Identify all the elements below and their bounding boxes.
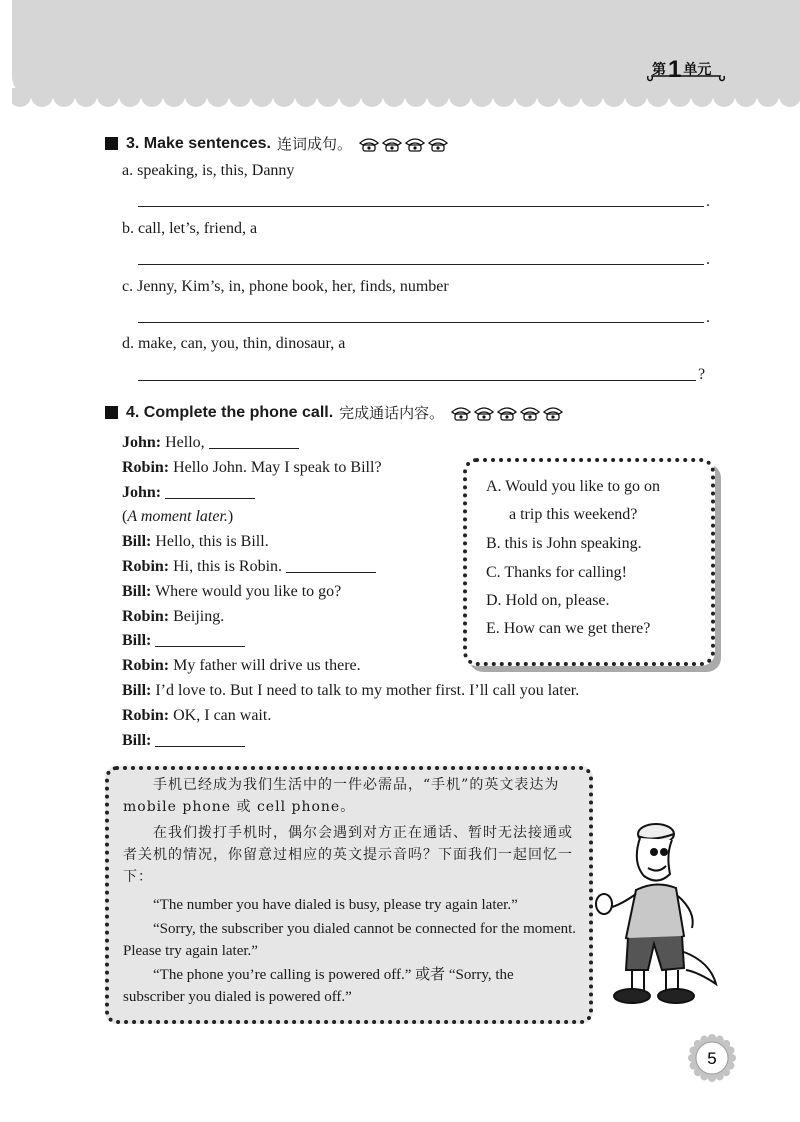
dialogue-text: Beijing. xyxy=(173,607,225,625)
dialogue-line xyxy=(122,707,271,725)
speaker-name: Bill: xyxy=(122,632,152,650)
line-punct: . xyxy=(706,193,710,210)
page-number-badge xyxy=(688,1034,736,1082)
speaker-name: Bill: xyxy=(122,731,152,749)
dialogue-text: OK, I can wait. xyxy=(173,706,272,724)
dialogue-text: Hi, this is Robin. xyxy=(173,558,287,575)
answer-blank[interactable] xyxy=(286,558,376,573)
speaker-name: Robin: xyxy=(122,558,170,575)
section-3-title: 3. Make sentences. xyxy=(126,134,271,152)
answer-blank[interactable] xyxy=(155,632,245,647)
answer-blank[interactable] xyxy=(165,484,255,499)
speaker-name: Robin: xyxy=(122,607,170,625)
dialogue-line xyxy=(122,583,341,601)
answer-line[interactable] xyxy=(138,380,696,381)
phone-icon xyxy=(473,404,495,422)
unit-suffix: 单元 xyxy=(683,61,712,77)
dialogue-line xyxy=(122,732,245,750)
speaker-name: Robin: xyxy=(122,458,170,476)
answer-line[interactable] xyxy=(138,264,704,265)
phone-icon xyxy=(519,404,541,422)
dialogue-line xyxy=(122,484,255,502)
dinosaur-mascot-illustration xyxy=(592,812,722,1008)
phone-icon xyxy=(358,135,380,153)
speaker-name: Bill: xyxy=(122,533,152,551)
option-b: B. this is John speaking. xyxy=(486,535,642,552)
answer-line[interactable] xyxy=(138,206,704,207)
dialogue-line xyxy=(122,434,299,452)
section-marker-icon xyxy=(105,406,118,419)
answer-line[interactable] xyxy=(138,322,704,323)
dialogue-line xyxy=(122,657,361,675)
section-4-title-cn: 完成通话内容。 xyxy=(339,404,445,422)
header-scallop xyxy=(12,88,800,112)
dialogue-line xyxy=(122,558,376,576)
section-4-title: 4. Complete the phone call. xyxy=(126,403,334,421)
tip-box xyxy=(105,766,593,1024)
sentence-item: b. call, let’s, friend, a xyxy=(122,220,258,237)
dialogue-line xyxy=(122,682,579,700)
dialogue-text: Hello, xyxy=(165,434,209,451)
dialogue-line xyxy=(122,533,269,551)
option-a: A. Would you like to go on xyxy=(486,478,660,495)
speaker-name: Robin: xyxy=(122,657,170,675)
unit-underline-decoration xyxy=(644,70,728,84)
tip-paragraph-1: 手机已经成为我们生活中的一件必需品，“手机”的英文表达为 mobile phone 或 cell phone。 xyxy=(123,777,560,815)
speaker-name: John: xyxy=(122,434,162,451)
section-marker-icon xyxy=(105,137,118,150)
dialogue-line xyxy=(122,608,224,626)
line-punct: ? xyxy=(698,366,706,383)
tip-quote-busy: “The number you have dialed is busy, please try again later.” xyxy=(153,897,518,913)
dialogue-line xyxy=(122,508,233,526)
options-box xyxy=(463,458,715,666)
sentence-item: a. speaking, is, this, Danny xyxy=(122,162,295,179)
option-a-continued: a trip this weekend? xyxy=(509,506,638,523)
line-punct: . xyxy=(706,251,710,268)
speaker-name: Robin: xyxy=(122,706,170,724)
dialogue-text: Hello, this is Bill. xyxy=(155,533,269,551)
answer-blank[interactable] xyxy=(209,434,299,449)
phone-icon xyxy=(542,404,564,422)
dialogue-text: I’d love to. But I need to talk to my mother first. I’ll call you later. xyxy=(155,682,580,699)
option-d: D. Hold on, please. xyxy=(486,592,610,609)
page-number: 5 xyxy=(707,1049,717,1068)
speaker-name: Bill: xyxy=(122,582,152,600)
phone-icon xyxy=(427,135,449,153)
dialogue-line xyxy=(122,632,245,650)
section-3-heading xyxy=(105,133,450,154)
difficulty-phone-icons xyxy=(358,135,450,153)
option-e: E. How can we get there? xyxy=(486,620,651,637)
unit-label xyxy=(652,56,711,84)
unit-prefix: 第 xyxy=(652,61,666,77)
speaker-name: John: xyxy=(122,483,162,501)
dialogue-text: Hello John. May I speak to Bill? xyxy=(173,458,382,476)
speaker-name: Bill: xyxy=(122,682,152,699)
option-c: C. Thanks for calling! xyxy=(486,564,628,581)
unit-number: 1 xyxy=(668,56,682,83)
dialogue-text: Where would you like to go? xyxy=(155,582,342,600)
tip-quote-unreachable: “Sorry, the subscriber you dialed cannot be connected for the moment. Please try again later.” xyxy=(123,921,577,959)
answer-blank[interactable] xyxy=(155,732,245,747)
sentence-item: c. Jenny, Kim’s, in, phone book, her, finds, number xyxy=(122,278,449,295)
section-4-heading xyxy=(105,402,565,423)
dialogue-text: (A moment later.) xyxy=(122,508,234,526)
phone-icon xyxy=(404,135,426,153)
dialogue-text: My father will drive us there. xyxy=(173,657,361,675)
tip-quote-powered-off: “The phone you’re calling is powered off.” 或者 “Sorry, the subscriber you dialed is powered off.” xyxy=(123,967,514,1005)
phone-icon xyxy=(496,404,518,422)
dialogue-line xyxy=(122,459,382,477)
line-punct: . xyxy=(706,309,710,326)
sentence-item: d. make, can, you, thin, dinosaur, a xyxy=(122,335,346,352)
phone-icon xyxy=(381,135,403,153)
section-3-title-cn: 连词成句。 xyxy=(276,135,352,153)
difficulty-phone-icons xyxy=(450,404,565,422)
tip-paragraph-2: 在我们拨打手机时，偶尔会遇到对方正在通话、暂时无法接通或者关机的情况，你留意过相应的英文提示音吗？下面我们一起回忆一下： xyxy=(123,825,573,885)
phone-icon xyxy=(450,404,472,422)
